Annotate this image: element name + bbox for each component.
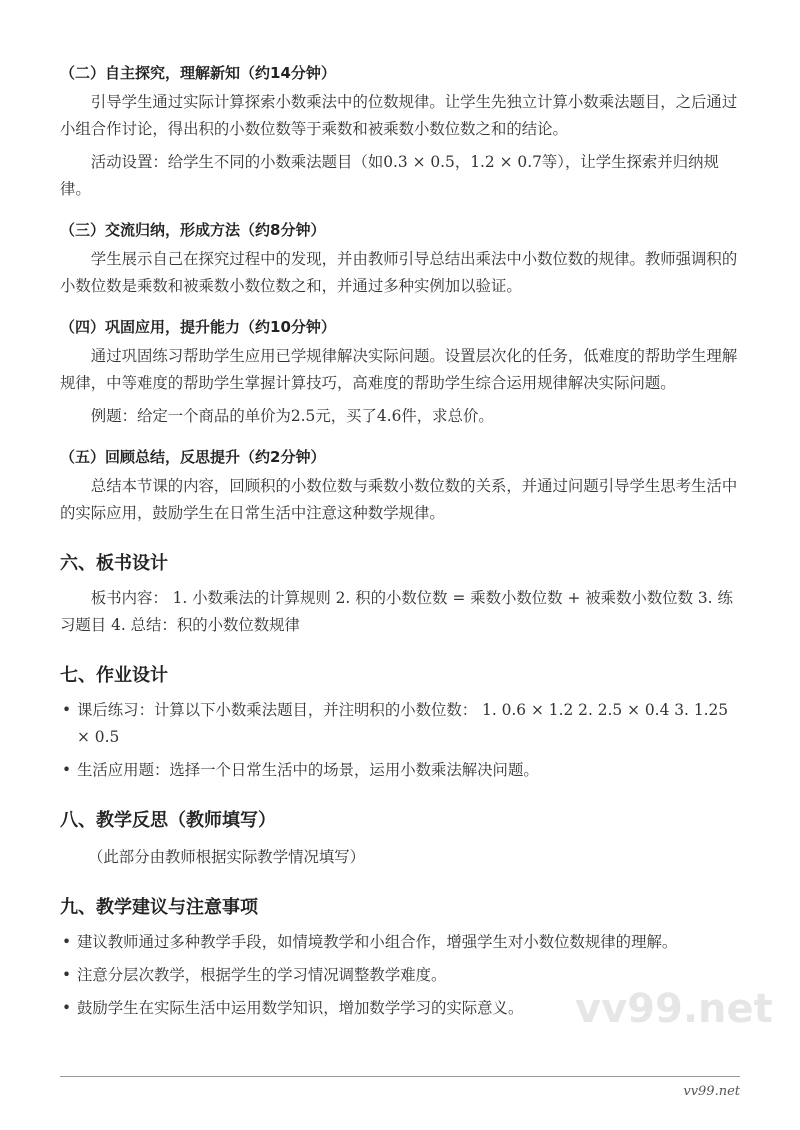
list-item: • 建议教师通过多种教学手段，如情境教学和小组合作，增强学生对小数位数规律的理解。 — [60, 929, 744, 956]
section-4-example: 例题：给定一个商品的单价为2.5元，买了4.6件，求总价。 — [90, 407, 494, 425]
heading-6: 六、板书设计 — [60, 553, 168, 574]
watermark: vv99.net — [575, 986, 773, 1032]
section-5-title: （五）回顾总结，反思提升（约2分钟） — [60, 448, 326, 466]
heading-9: 九、教学建议与注意事项 — [60, 897, 258, 918]
section-4-title: （四）巩固应用，提升能力（约10分钟） — [60, 318, 336, 336]
section-5-paragraph: 总结本节课的内容，回顾积的小数位数与乘数小数位数的关系，并通过问题引导学生思考生活中的实际应用，鼓励学生在日常生活中注意这种数学规律。 — [60, 477, 738, 522]
heading-8: 八、教学反思（教师填写） — [60, 810, 276, 831]
board-design-paragraph: 板书内容： 1. 小数乘法的计算规则 2. 积的小数位数 = 乘数小数位数 + 被乘数小数位数 3. 练习题目 4. 总结：积的小数位数规律 — [60, 589, 733, 634]
section-2-activity: 活动设置：给学生不同的小数乘法题目（如0.3 × 0.5，1.2 × 0.7等），让学生探索并归纳规律。 — [60, 153, 719, 198]
list-item: • 生活应用题：选择一个日常生活中的场景，运用小数乘法解决问题。 — [60, 757, 744, 784]
list-item: • 课后练习：计算以下小数乘法题目，并注明积的小数位数： 1. 0.6 × 1.2 2. 2.5 × 0.4 3. 1.25 × 0.5 — [60, 697, 744, 751]
document-body — [60, 60, 744, 1028]
footer-site: vv99.net — [683, 1084, 740, 1099]
section-2-paragraph: 引导学生通过实际计算探索小数乘法中的位数规律。让学生先独立计算小数乘法题目，之后通过小组合作讨论，得出积的小数位数等于乘数和被乘数小数位数之和的结论。 — [60, 93, 738, 138]
section-3-paragraph: 学生展示自己在探究过程中的发现，并由教师引导总结出乘法中小数位数的规律。教师强调积的小数位数是乘数和被乘数小数位数之和，并通过多种实例加以验证。 — [60, 250, 738, 295]
list-item: • 鼓励学生在实际生活中运用数学知识，增加数学学习的实际意义。 — [60, 995, 744, 1022]
suggestion-list — [60, 929, 744, 1022]
footer-divider — [60, 1076, 740, 1077]
heading-7: 七、作业设计 — [60, 665, 168, 686]
list-item: • 注意分层次教学，根据学生的学习情况调整教学难度。 — [60, 962, 744, 989]
section-4-paragraph: 通过巩固练习帮助学生应用已学规律解决实际问题。设置层次化的任务，低难度的帮助学生理解规律，中等难度的帮助学生掌握计算技巧，高难度的帮助学生综合运用规律解决实际问题。 — [60, 347, 738, 392]
reflection-note: （此部分由教师根据实际教学情况填写） — [88, 848, 366, 866]
section-2-title: （二）自主探究，理解新知（约14分钟） — [60, 64, 336, 82]
homework-list — [60, 697, 744, 784]
section-3-title: （三）交流归纳，形成方法（约8分钟） — [60, 221, 326, 239]
